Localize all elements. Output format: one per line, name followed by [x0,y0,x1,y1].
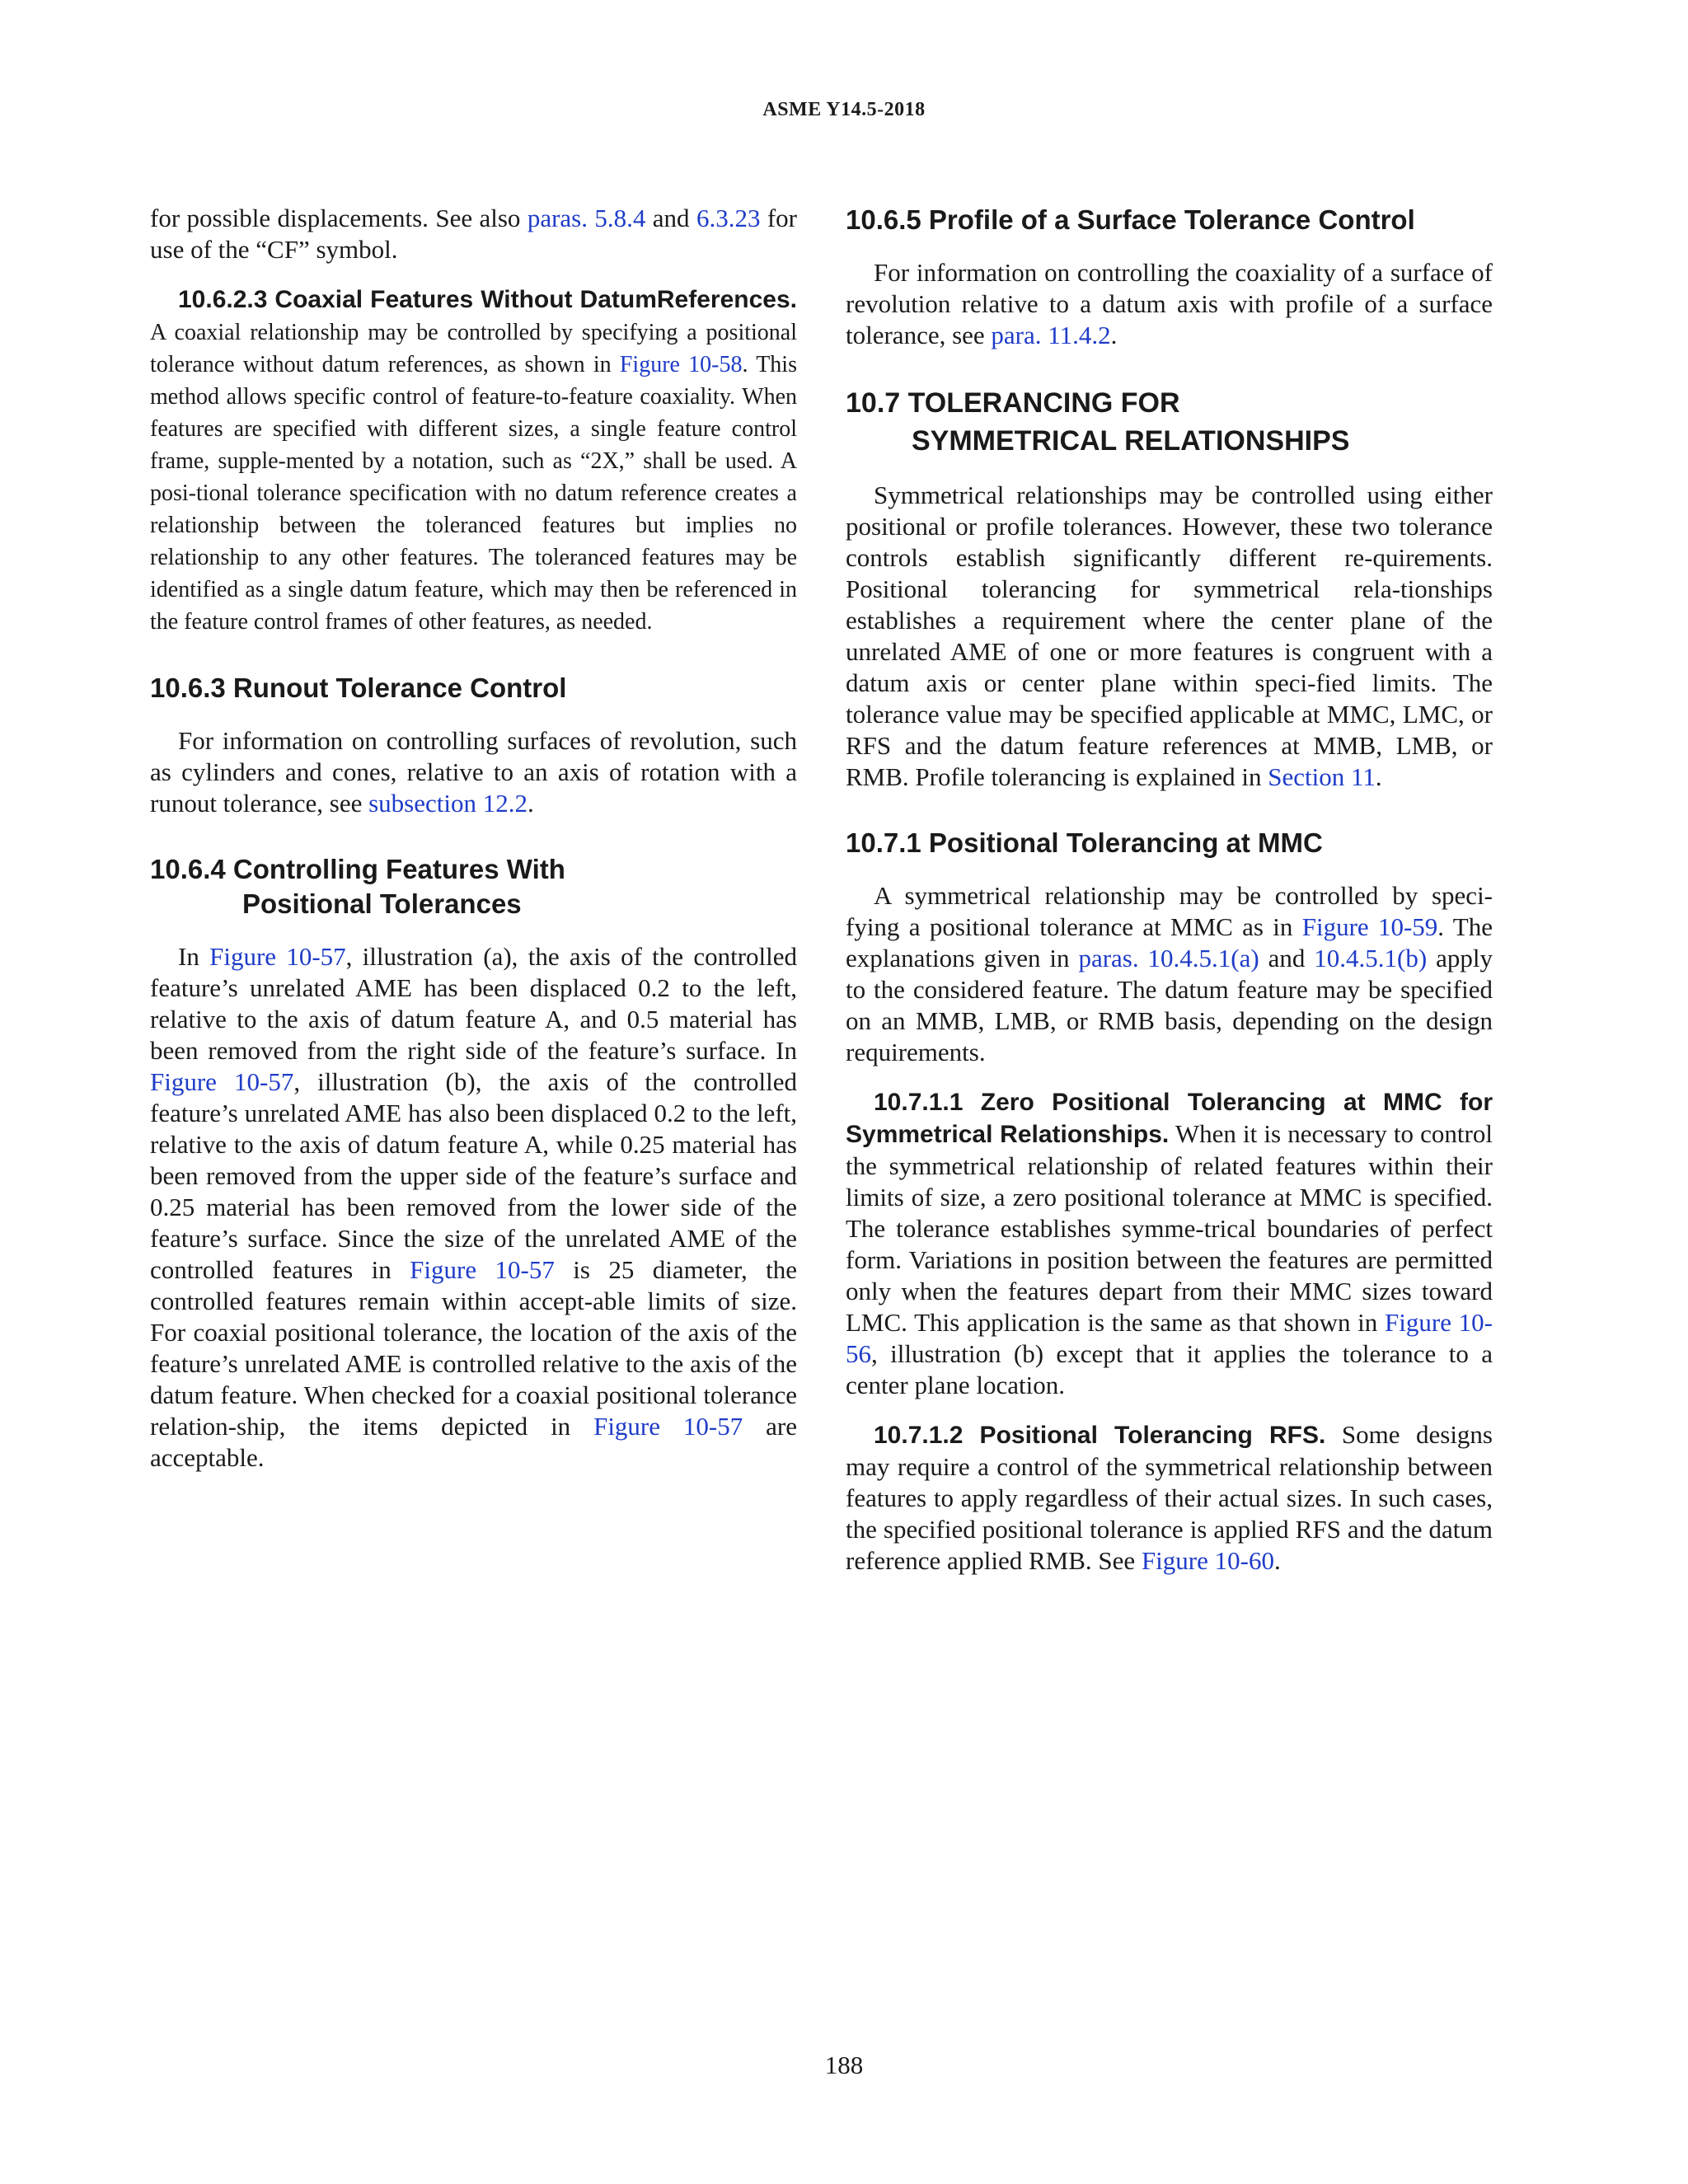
link-paras-5-8-4[interactable]: paras. 5.8.4 [527,204,646,232]
paragraph-10-7-1: A symmetrical relationship may be controlled by speci-fying a positional tolerance at MMC as in Figure 10-59. The explanations given in paras. 10.4.5.1(a) and 10.4.5.1(b) apply to the considered feature. The datum feature may be specified on an MMB, LMB, or RMB basis, depending on the design requirements. [846,881,1493,1066]
paragraph-10-7-1-1: 10.7.1.1 Zero Positional Tolerancing at MMC for Symmetrical Relationships. When it is necessary to control the symmetrical relationship of related features within their limits of size, a zero positional tolerance at MMC is specified. The tolerance establishes symme-trical boundaries of perfect form. Variations in position between the features are permitted only when the features depart from their MMC sizes toward LMC. This application is the same as that shown in Figure 10-56, illustration (b) except that it applies the tolerance to a center plane location. [846,1089,1493,1399]
link-6-3-23[interactable]: 6.3.23 [696,204,761,232]
link-figure-10-58[interactable]: Figure 10-58 [619,352,743,377]
link-para-11-4-2[interactable]: para. 11.4.2 [991,321,1111,349]
link-figure-10-57[interactable]: Figure 10-57 [410,1255,555,1284]
paragraph-10-6-5: For information on controlling the coaxiality of a surface of revolution relative to a datum axis with profile of a surface tolerance, see para. 11.4.2. [846,258,1493,349]
link-subsection-12-2[interactable]: subsection 12.2 [368,789,528,818]
link-figure-10-59[interactable]: Figure 10-59 [1301,912,1438,941]
link-figure-10-57[interactable]: Figure 10-57 [593,1412,743,1441]
link-10-4-5-1b[interactable]: 10.4.5.1(b) [1314,944,1428,972]
subsection-heading-10-6-2-3: 10.6.2.3 Coaxial Features Without DatumReferences. [178,286,797,313]
paragraph-continuation: for possible displacements. See also paras. 5.8.4 and 6.3.23 for use of the “CF” symbol. [150,204,797,264]
paragraph-10-7: Symmetrical relationships may be controlled using either positional or profile tolerances. However, these two tolerance controls establish significantly different re-quirements. Positional tolerancing for symmetrical rela-tionships establishes a requirement where the center plane of the unrelated AME of one or more features is congruent with a datum axis or center plane within speci-fied limits. The tolerance value may be specified applicable at MMC, LMC, or RFS and the datum feature references at MMB, LMB, or RMB. Profile tolerancing is explained in Section 11. [846,480,1493,791]
section-heading-10-6-3: 10.6.3 Runout Tolerance Control [150,673,567,703]
running-header: ASME Y14.5-2018 [762,99,926,120]
paragraph-10-6-4: In Figure 10-57, illustration (a), the axis of the controlled feature’s unrelated AME has been displaced 0.2 to the left, relative to the axis of datum feature A, and 0.5 material has been removed from the right side of the feature’s surface. In Figure 10-57, illustration (b), the axis of the controlled feature’s unrelated AME has also been displaced 0.2 to the left, relative to the axis of datum feature A, while 0.25 material has been removed from the upper side of the feature’s surface and 0.25 material has been removed from the lower side of the feature’s surface. Since the size of the unrelated AME of the controlled features in Figure 10-57 is 25 diameter, the controlled features remain within accept-able limits of size. For coaxial positional tolerance, the location of the axis of the feature’s unrelated AME is controlled relative to the axis of the datum feature. When checked for a coaxial positional tolerance relation-ship, the items depicted in Figure 10-57 are acceptable. [150,942,798,1472]
subsection-heading-10-7-1-1: 10.7.1.1 Zero Positional Tolerancing at MMC for Symmetrical Relationships. [846,1089,1493,1148]
page-number: 188 [824,2050,864,2079]
link-figure-10-57[interactable]: Figure 10-57 [209,942,346,971]
link-paras-10-4-5-1a[interactable]: paras. 10.4.5.1(a) [1078,944,1259,972]
section-heading-10-7: 10.7 TOLERANCING FOR SYMMETRICAL RELATIONSHIPS [846,387,1350,457]
section-heading-10-6-5: 10.6.5 Profile of a Surface Tolerance Control [846,204,1415,235]
link-section-11[interactable]: Section 11 [1268,762,1376,791]
paragraph-10-7-1-2: 10.7.1.2 Positional Tolerancing RFS. Some designs may require a control of the symmetrical relationship between features to apply regardless of their actual sizes. In such cases, the specified positional tolerance is applied RFS and the datum reference applied RMB. See Figure 10-60. [846,1420,1493,1575]
subsection-heading-10-7-1-2: 10.7.1.2 Positional Tolerancing RFS. [874,1422,1326,1449]
left-column [150,203,797,1492]
section-heading-10-7-1: 10.7.1 Positional Tolerancing at MMC [846,827,1323,858]
link-figure-10-56[interactable]: Figure 10-56 [846,1308,1493,1368]
section-heading-10-6-4: 10.6.4 Controlling Features With Positional Tolerances [150,854,565,919]
link-figure-10-60[interactable]: Figure 10-60 [1141,1546,1274,1575]
right-column [846,203,1493,1595]
paragraph-10-6-2-3: 10.6.2.3 Coaxial Features Without DatumReferences. A coaxial relationship may be controlled by specifying a positional tolerance without datum references, as shown in Figure 10-58. This method allows specific control of feature-to-feature coaxiality. When features are specified with different sizes, a single feature control frame, supple-mented by a notation, such as “2X,” shall be used. A posi-tional tolerance specification with no datum reference creates a relationship between the toleranced features but implies no relationship to any other features. The toleranced features may be identified as a single datum feature, which may then be referenced in the feature control frames of other features, as needed. [150,286,797,635]
link-figure-10-57[interactable]: Figure 10-57 [150,1067,294,1096]
paragraph-10-6-3: For information on controlling surfaces of revolution, such as cylinders and cones, relative to an axis of rotation with a runout tolerance, see subsection 12.2. [150,726,797,818]
